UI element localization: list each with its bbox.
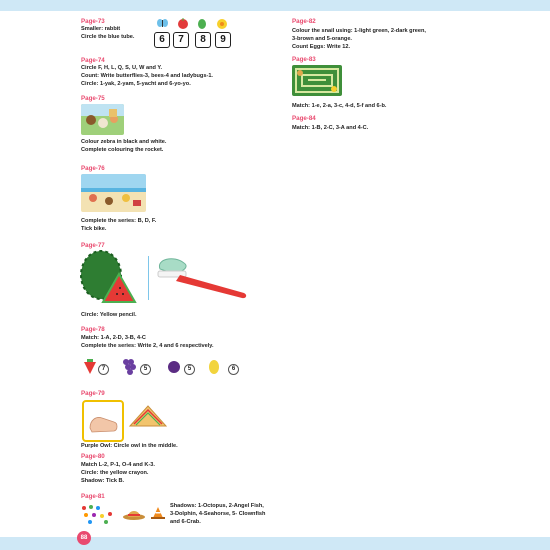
page-74-line-3: Circle: 1-yak, 2-yam, 5-yacht and 6-yo-yo. [81, 81, 191, 87]
page-76-line-2: Tick bike. [81, 226, 107, 232]
maze-image [292, 65, 342, 96]
page-74-line-1: Circle F, H, L, Q, S, U, W and Y. [81, 65, 163, 71]
page-73-line-1: Smaller: rabbit [81, 26, 121, 32]
page-78-line-1: Match: 1-A, 2-D, 3-B, 4-C [81, 335, 146, 341]
heading-page-80: Page-80 [81, 453, 105, 460]
page-74-line-2: Count: Write butterflies-3, bees-4 and ladybugs-1. [81, 73, 213, 79]
lemon-icon [209, 360, 219, 374]
page-76-line-1: Complete the series: B, D, F. [81, 218, 157, 224]
number-tile: 6 [154, 32, 170, 48]
apple-icon [178, 18, 188, 29]
page-number: 88 [77, 531, 91, 545]
animals-scene-image [81, 104, 124, 135]
page-84-line-1: Match: 1-B, 2-C, 3-A and 4-C. [292, 125, 369, 131]
count-badge: 5 [184, 364, 195, 375]
page-81-line-2: 3-Dolphin, 4-Seahorse, 5- Clownfish [170, 511, 266, 517]
foot-image-frame [82, 400, 124, 442]
count-badge: 5 [140, 364, 151, 375]
flower-icon [217, 19, 227, 29]
page-79-line-1: Purple Owl: Circle owl in the middle. [81, 443, 178, 449]
heading-page-82: Page-82 [292, 18, 316, 25]
page-77-line-1: Circle: Yellow pencil. [81, 312, 137, 318]
page-80-line-1: Match L-2, P-1, O-4 and K-3. [81, 462, 155, 468]
page-75-line-1: Colour zebra in black and white. [81, 139, 167, 145]
page-80-line-3: Shadow: Tick B. [81, 478, 125, 484]
page-73-line-2: Circle the blue tube. [81, 34, 135, 40]
page-81-line-3: and 6-Crab. [170, 519, 201, 525]
count-badge: 7 [98, 364, 109, 375]
page-81-line-1: Shadows: 1-Octopus, 2-Angel Fish, [170, 503, 264, 509]
heading-page-78: Page-78 [81, 326, 105, 333]
page-83-line-1: Match: 1-e, 2-a, 3-c, 4-d, 5-f and 6-b. [292, 103, 387, 109]
colored-dots-icon [80, 503, 122, 527]
top-band [0, 0, 550, 11]
page-82-line-1: Colour the snail using: 1-light green, 2-dark green, [292, 28, 426, 34]
heading-page-84: Page-84 [292, 115, 316, 122]
heading-page-79: Page-79 [81, 390, 105, 397]
divider-line [148, 256, 149, 300]
number-tile: 8 [195, 32, 211, 48]
page-73-icons [154, 17, 238, 31]
sandwich-icon [128, 404, 168, 430]
heading-page-81: Page-81 [81, 493, 105, 500]
hat-icon [122, 505, 146, 521]
heading-page-83: Page-83 [292, 56, 316, 63]
strawberry-icon [84, 359, 96, 374]
page-75-line-2: Complete colouring the rocket. [81, 147, 164, 153]
butterfly-icon [157, 19, 168, 27]
page-80-line-2: Circle: the yellow crayon. [81, 470, 149, 476]
grapes-icon [123, 359, 136, 375]
foot-icon [84, 402, 122, 440]
heading-page-75: Page-75 [81, 95, 105, 102]
leaf-icon [198, 19, 206, 29]
count-badge: 6 [228, 364, 239, 375]
page-78-line-2: Complete the series: Write 2, 4 and 6 respectively. [81, 343, 214, 349]
heading-page-77: Page-77 [81, 242, 105, 249]
heading-page-74: Page-74 [81, 57, 105, 64]
watermelon-icon [79, 250, 139, 306]
traffic-cone-icon [150, 506, 166, 520]
number-tile: 7 [173, 32, 189, 48]
toothbrush-icon [152, 253, 250, 303]
heading-page-76: Page-76 [81, 165, 105, 172]
heading-page-73: Page-73 [81, 18, 105, 25]
page-82-line-3: Count Eggs: Write 12. [292, 44, 351, 50]
beach-scene-image [81, 174, 146, 212]
plum-icon [168, 361, 180, 373]
number-tile: 9 [215, 32, 231, 48]
page-82-line-2: 3-brown and 5-orange. [292, 36, 352, 42]
